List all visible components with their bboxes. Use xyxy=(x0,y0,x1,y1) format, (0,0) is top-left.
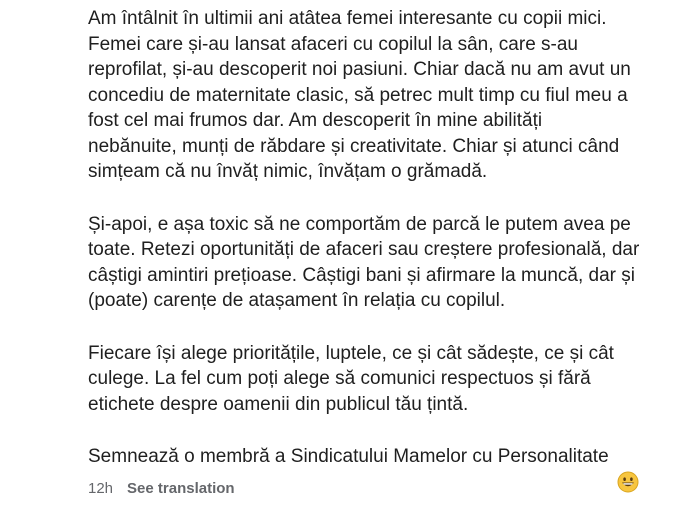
comment-signature: Semnează o membră a Sindicatului Mamelor cu Personalitate xyxy=(88,446,609,467)
comment-paragraph-3: Fiecare își alege prioritățile, luptele, ce și cât sădește, ce și cât culege. La fel cum poți alege să comunici respectuos și fără etichete despre oamenii din publicul tău țintă. xyxy=(88,342,614,415)
comment-paragraph-1: Am întâlnit în ultimii ani atâtea femei interesante cu copii mici. Femei care și-au lansat afaceri cu copilul la sân, care s-au reprofilat, și-au descoperit noi pasiuni. Chiar dacă nu am avut un concediu de maternitate clasic, să petrec mult timp cu fiul meu a fost cel mai frumos dar. Am descoperit în mine abilități nebănuite, munți de răbdare și creativitate. Chiar și atunci când simțeam că nu învăț nimic, învățam o grămadă. xyxy=(88,8,631,182)
comment-signature-line xyxy=(88,444,688,470)
comment-meta xyxy=(88,480,688,497)
comment-body xyxy=(88,6,688,497)
comment-paragraph-2: Și-apoi, e așa toxic să ne comportăm de parcă le putem avea pe toate. Retezi oportunități de afaceri sau creștere profesională, dar câștigi amintiri prețioase. Câștigi bani și afirmare la muncă, dar și (poate) carențe de atașament în relația cu copilul. xyxy=(88,213,640,311)
grinning-face-emoji-icon xyxy=(617,446,639,468)
comment-timestamp[interactable]: 12h xyxy=(88,479,114,497)
see-translation-link[interactable]: See translation xyxy=(127,479,235,497)
